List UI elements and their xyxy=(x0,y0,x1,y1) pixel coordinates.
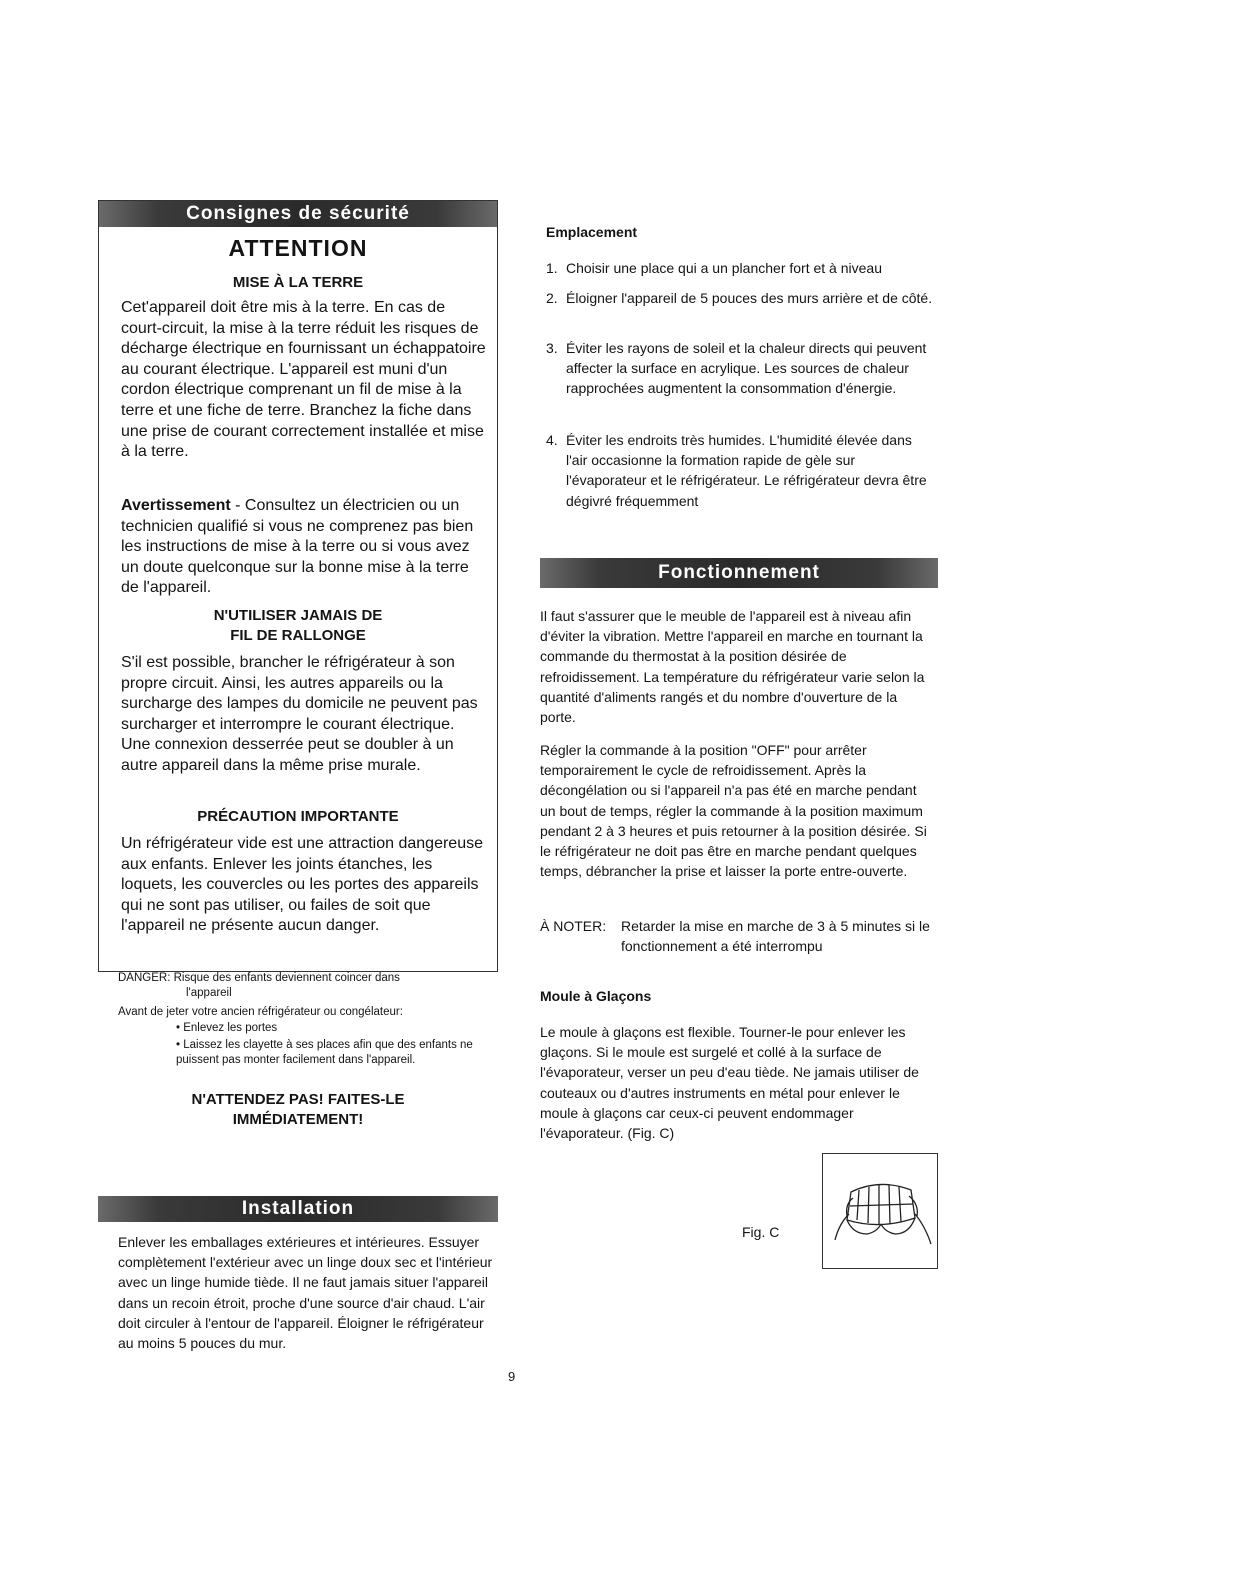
emplacement-heading: Emplacement xyxy=(546,224,638,240)
item-text: Éviter les endroits très humides. L'humidité élevée dans l'air occasionne la formation rapide de gèle sur l'évaporateur et le réfrigérateur. Le réfrigérateur devra être dégivré fréquemment xyxy=(566,432,927,509)
item-number: 2. xyxy=(546,290,558,306)
danger-line-1: DANGER: Risque des enfants deviennent coincer dans xyxy=(118,972,400,984)
danger-line-2: l'appareil xyxy=(186,987,232,999)
hands-ice-tray-icon xyxy=(823,1154,937,1268)
ice-tray-text: Le moule à glaçons est flexible. Tourner-le pour enlever les glaçons. Si le moule est surgelé et collé à la surface de l'évaporateur, verser un peu d'eau tiède. Ne jamais utiliser de couteaux ou d'autres instruments en métal pour enlever le moule à glaçons car ceux-ci peuvent endommager l'évaporateur. (Fig. C) xyxy=(540,1024,919,1142)
grounding-text: Cet'appareil doit être mis à la terre. En cas de court-circuit, la mise à la terre réduit les risques de décharge électrique en fournissant un échappatoire au courant électrique. L'appareil est muni d'un cordon électrique comprenant un fil de mise à la terre et une fiche de terre. Branchez la fiche dans une prise de courant correctement installée et mise à la terre. xyxy=(121,299,486,461)
item-number: 4. xyxy=(546,432,558,448)
note-label: À NOTER: xyxy=(540,918,607,934)
warning-label: Avertissement xyxy=(121,497,231,514)
grounding-title: MISE À LA TERRE xyxy=(232,274,364,291)
extension-title-2: FIL DE RALLONGE xyxy=(230,627,366,644)
item-text: Choisir une place qui a un plancher fort et à niveau xyxy=(566,260,882,276)
fonctionnement-paragraph-1: Il faut s'assurer que le meuble de l'appareil est à niveau afin d'éviter la vibration. Mettre l'appareil en marche en tournant la commande du thermostat à la position désirée de refroidissement. La température du réfrigérateur varie selon la quantité d'aliments rangés et du nombre d'ouverture de la porte. xyxy=(540,608,925,726)
fonctionnement-paragraph-2: Régler la commande à la position "OFF" pour arrêter temporairement le cycle de refroidissement. Après la décongélation ou si l'appareil n'a pas été en marche pendant un bout de temps, régler la commande à la position maximum pendant 2 à 3 heures et puis retourner à la position désirée. Si le réfrigérateur ne doit pas être en marche pendant quelques temps, débrancher la prise et laisser la porte entre-ouverte. xyxy=(540,742,927,880)
page-number: 9 xyxy=(508,1369,516,1384)
ice-tray-heading: Moule à Glaçons xyxy=(540,988,652,1004)
final-call-2: IMMÉDIATEMENT! xyxy=(232,1111,364,1128)
fonctionnement-section-bar: Fonctionnement xyxy=(540,558,938,588)
warning-text: - Consultez un électricien ou un technicien qualifié si vous ne comprenez pas bien les instructions de mise à la terre ou si vous avez un doute quelconque sur la bonne mise à la terre de l'appareil. xyxy=(121,497,474,597)
attention-heading: ATTENTION xyxy=(228,235,368,261)
item-number: 1. xyxy=(546,260,558,276)
bullet-1: • Enlevez les portes xyxy=(176,1022,278,1034)
installation-section-bar: Installation xyxy=(98,1196,498,1222)
fig-c-label: Fig. C xyxy=(742,1224,780,1240)
bullet-2: • Laissez les clayette à ses places afin que des enfants ne puissent pas monter facilement dans l'appareil. xyxy=(176,1039,473,1066)
item-number: 3. xyxy=(546,340,558,356)
precaution-text: Un réfrigérateur vide est une attraction dangereuse aux enfants. Enlever les joints étanches, les loquets, les couvercles ou les portes des appareils qui ne sont pas utiliser, ou failes de soit que l'appareil ne présente aucun danger. xyxy=(121,835,483,935)
final-call-1: N'ATTENDEZ PAS! FAITES-LE xyxy=(191,1091,405,1108)
extension-text: S'il est possible, brancher le réfrigérateur à son propre circuit. Ainsi, les autres appareils ou la surcharge des lampes du domicile ne peuvent pas surcharger et interrompre le courant électrique. Une connexion desserrée peut se doubler à un autre appareil dans la même prise murale. xyxy=(121,654,478,774)
before-line: Avant de jeter votre ancien réfrigérateur ou congélateur: xyxy=(118,1006,403,1018)
safety-box xyxy=(98,200,498,972)
safety-section-bar: Consignes de sécurité xyxy=(99,201,497,227)
warning-paragraph xyxy=(121,496,486,599)
installation-text: Enlever les emballages extérieures et intérieures. Essuyer complètement l'extérieur avec un linge doux sec et l'intérieur avec un linge humide tiède. Il ne faut jamais situer l'appareil dans un recoin étroit, proche d'une source d'air chaud. L'air doit circuler à l'entour de l'appareil. Éloigner le réfrigérateur au moins 5 pouces du mur. xyxy=(118,1234,493,1352)
note-text: Retarder la mise en marche de 3 à 5 minutes si le fonctionnement a été interrompu xyxy=(621,918,930,955)
item-text: Éviter les rayons de soleil et la chaleur directs qui peuvent affecter la surface en acrylique. Les sources de chaleur rapprochées augmentent la consommation d'énergie. xyxy=(566,340,927,397)
precaution-title: PRÉCAUTION IMPORTANTE xyxy=(197,808,399,825)
extension-title-1: N'UTILISER JAMAIS DE xyxy=(213,607,383,624)
fig-c-illustration xyxy=(822,1153,938,1269)
item-text: Éloigner l'appareil de 5 pouces des murs arrière et de côté. xyxy=(566,290,933,306)
